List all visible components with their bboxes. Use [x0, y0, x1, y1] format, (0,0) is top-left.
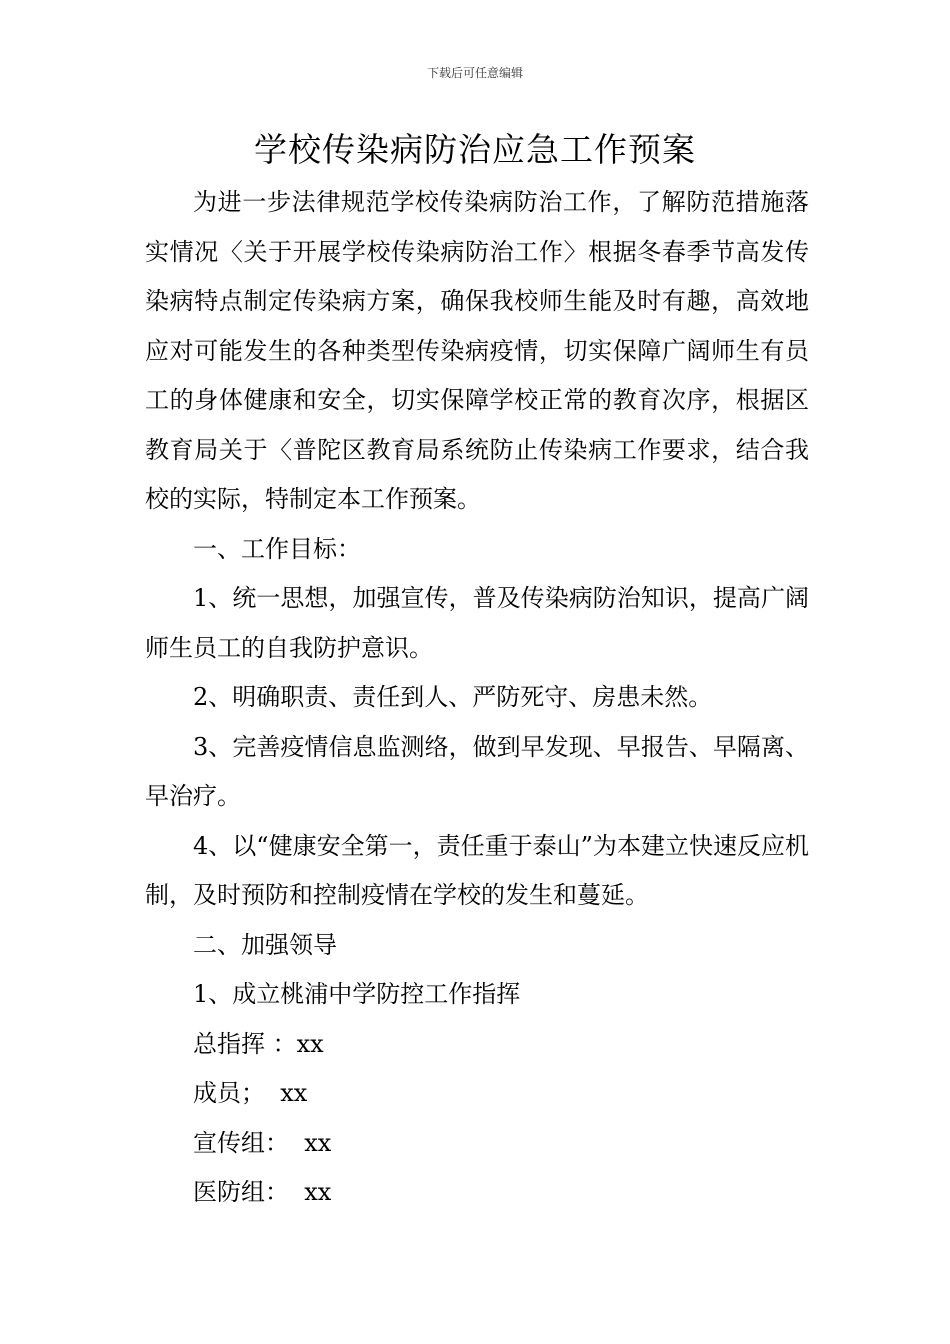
goal-item-1: 1、统一思想，加强宣传，普及传染病防治知识，提高广阔师生员工的自我防护意识。 — [145, 584, 809, 662]
role-value: xx — [304, 1178, 332, 1206]
role-label: 宣传组： — [193, 1128, 305, 1157]
section-heading-leadership: 二、加强领导 — [193, 930, 337, 959]
goal-item-4: 4、以“健康安全第一，责任重于泰山”为本建立快速反应机制，及时预防和控制疫情在学校的发生和蔓延。 — [145, 831, 809, 909]
leadership-item-1: 1、成立桃浦中学防控工作指挥 — [193, 980, 521, 1008]
header-note: 下载后可任意编辑 — [426, 66, 523, 80]
role-label: 医防组： — [193, 1178, 305, 1206]
role-label: 总指挥 ： — [193, 1029, 297, 1058]
goal-item-3: 3、完善疫情信息监测络，做到早发现、早报告、早隔离、早治疗。 — [145, 732, 809, 810]
paragraph-intro: 为进一步法律规范学校传染病防治工作，了解防范措施落实情况〈关于开展学校传染病防治工作〉根据冬春季节高发传染病特点制定传染病方案，确保我校师生能及时有趣，高效地应对可能发生的各种类型传染病疫情，切实保障广阔师生有员工的身体健康和安全，切实保障学校正常的教育次序，根据区教育局关于〈普陀区教育局系统防止传染病工作要求，结合我校的实际，特制定本工作预案。 — [145, 188, 809, 513]
role-value: xx — [280, 1079, 308, 1107]
role-row-publicity — [145, 1119, 809, 1169]
role-row-commander — [145, 1020, 809, 1070]
role-row-members — [145, 1069, 809, 1119]
role-label: 成员； — [193, 1079, 281, 1107]
section-heading-goals: 一、工作目标： — [193, 534, 361, 563]
role-row-medical — [145, 1168, 809, 1218]
role-value: xx — [296, 1029, 324, 1058]
role-value: xx — [304, 1128, 332, 1157]
document-title: 学校传染病防治应急工作预案 — [254, 130, 696, 169]
goal-item-2: 2、明确职责、责任到人、严防死守、房患未然。 — [193, 683, 713, 711]
document-body — [145, 178, 809, 1218]
